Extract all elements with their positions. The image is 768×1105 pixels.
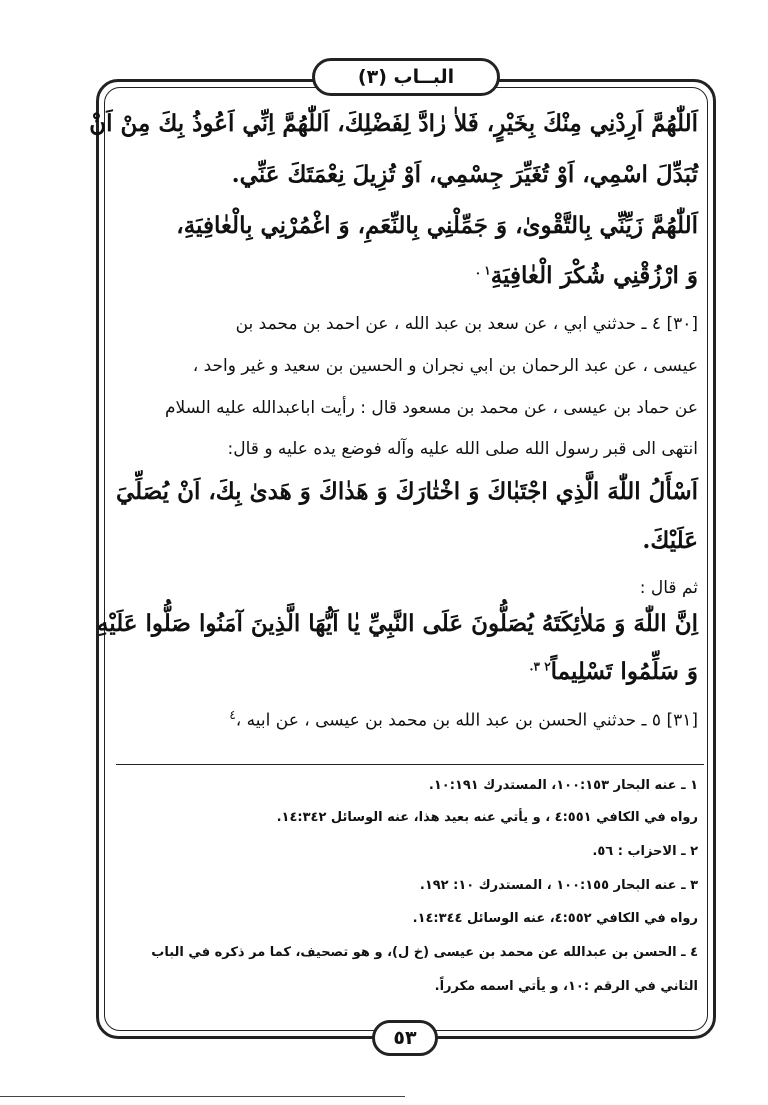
hadith-line: عيسى ، عن عبد الرحمان بن ابي نجران و الحسين بن سعيد و غير واحد ، [192,356,698,376]
footnote-line: رواه في الكافي ٤:٥٥٢، عنه الوسائل ١٤:٣٤٤. [412,911,698,926]
footnote-separator [116,764,704,765]
footnote-line: الثاني في الرقم :١٠، و يأتي اسمه مكرراً. [434,979,698,994]
chapter-header [312,58,500,96]
footnote-line: ٤ ـ الحسن بن عبدالله عن محمد بن عيسى (خ ل)، و هو تصحيف، كما مر ذكره في الباب [151,945,698,960]
text-line [476,262,698,289]
text-line: اَللّٰهُمَّ زَيِّنِّي بِالتَّقْوىٰ، وَ جَمِّلْنِي بِالنِّعَمِ، وَ اغْمُرْنِي بِالْعٰافِيَةِ، [176,212,698,239]
hadith-line: انتهى الى قبر رسول الله صلى الله عليه وآله فوضع يده عليه و قال: [227,439,698,459]
page-number: ٥٣ [393,1027,417,1049]
page-number-badge [372,1020,438,1056]
chapter-label: البــاب (٣) [357,66,455,88]
text-line: اِنَّ اللّٰهَ وَ مَلاٰئِكَتَهُ يُصَلُّونَ عَلَى النَّبِيِّ يٰا اَيُّهَا الَّذِينَ آمَنُوا صَلُّوا عَلَيْهِ [96,610,698,637]
footnote-line: ٣ ـ عنه البحار ١٠٠:١٥٥ ، المستدرك ١٠: ١٩٢. [419,878,698,893]
bottom-rule [0,1096,405,1097]
text-line: تُبَدِّلَ اسْمِي، اَوْ تُغَيِّرَ جِسْمِي، اَوْ تُزِيلَ نِعْمَتَكَ عَنِّي. [231,161,698,188]
text-line: اَسْأَلُ اللّٰهَ الَّذِي اجْتَبٰاكَ وَ اخْتٰارَكَ وَ هَدٰاكَ وَ هَدىٰ بِكَ، اَنْ يُصَلِّيَ [115,478,698,505]
text-line [529,658,698,685]
hadith-line: عن حماد بن عيسى ، عن محمد بن مسعود قال : رأيت اباعبدالله عليه السلام [165,398,698,418]
footnote-line: رواه في الكافي ٤:٥٥١ ، و يأتي عنه بعيد هذا، عنه الوسائل ١٤:٣٤٢. [276,810,698,825]
hadith-line: [٣٠] ٤ ـ حدثني ابي ، عن سعد بن عبد الله ، عن احمد بن محمد بن [235,314,698,334]
text-segment: وَ سَلِّمُوا تَسْلِيماً [550,658,698,685]
footnote-marker: ٢ ٣. [529,659,551,674]
text-line: عَلَيْكَ. [642,527,698,554]
text-segment: [٣١] ٥ ـ حدثني الحسن بن عبد الله بن محمد بن عيسى ، عن ابيه ، [235,710,698,731]
footnote-marker: ٤ [229,708,236,722]
text-line: اَللّٰهُمَّ اَرِدْنِي مِنْكَ بِخَيْرٍ، فَلاٰ رٰادَّ لِفَضْلِكَ، اَللّٰهُمَّ اِنِّي اَعُوذُ بِكَ مِنْ اَنْ [89,110,698,137]
hadith-line [229,708,698,731]
hadith-line: ثم قال : [639,578,698,598]
footnote-line: ١ ـ عنه البحار ١٠٠:١٥٣، المستدرك ١٠:١٩١. [428,778,698,793]
text-segment: وَ ارْزُقْنِي شُكْرَ الْعٰافِيَةِ [490,262,698,289]
footnote-line: ٢ ـ الاحزاب : ٥٦. [592,844,698,859]
footnote-marker: ١ . [475,263,491,278]
